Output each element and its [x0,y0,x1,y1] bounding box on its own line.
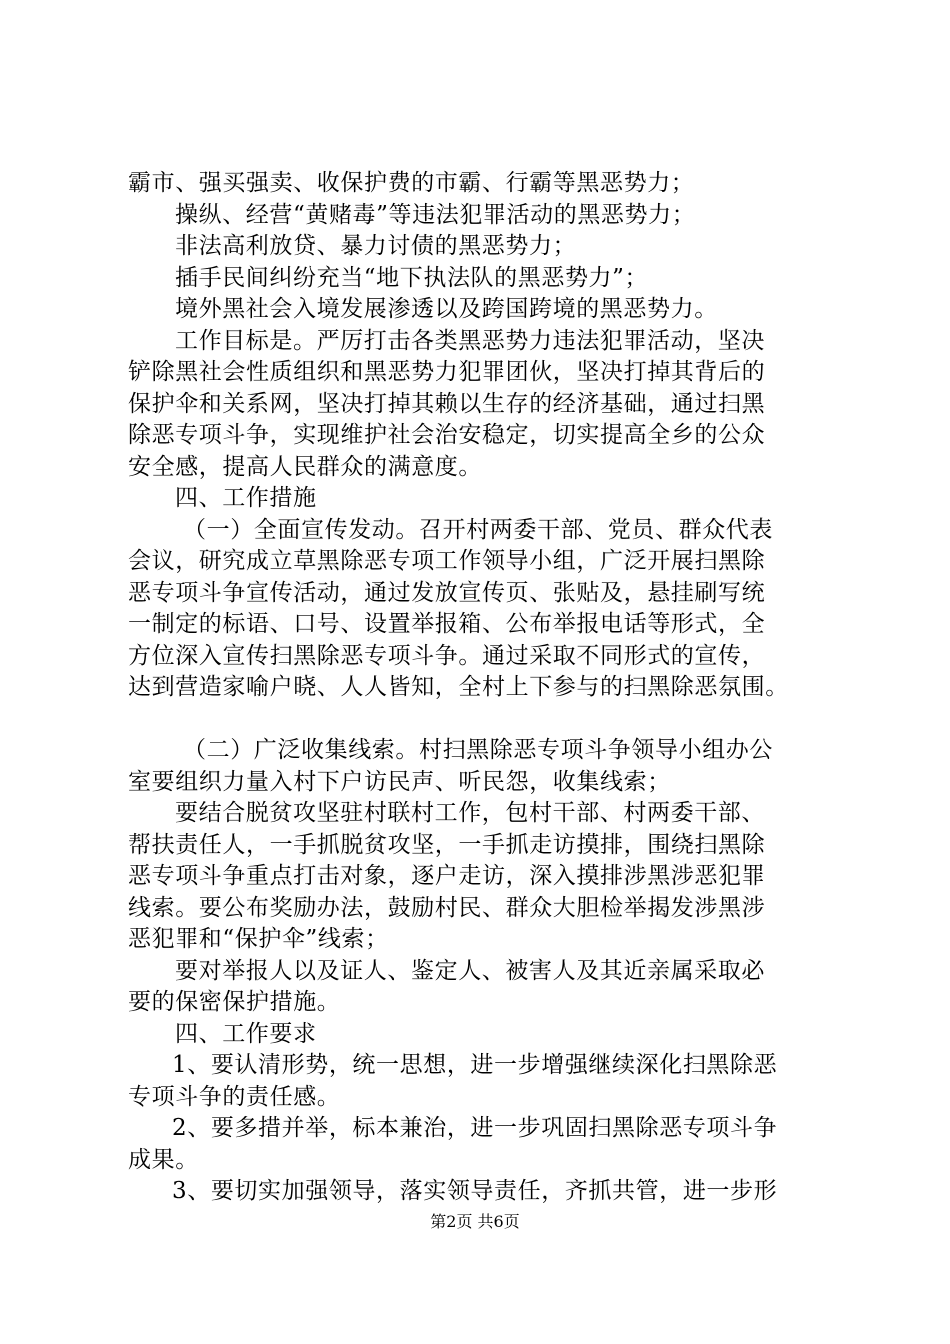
paragraph-line: 除恶专项斗争，实现维护社会治安稳定，切实提高全乡的公众 [128,422,766,448]
paragraph-line: （一）全面宣传发动。召开村两委干部、党员、群众代表 [183,516,773,543]
paragraph-line: 要对举报人以及证人、鉴定人、被害人及其近亲属采取必 [175,957,765,984]
paragraph-line: （二）广泛收集线索。村扫黑除恶专项斗争领导小组办公 [183,737,773,763]
paragraph-line: 室要组织力量入村下户访民声、听民怨，收集线索； [128,768,671,795]
list-item: 1、要认清形势，统一思想，进一步增强继续深化扫黑除恶 [172,1052,778,1078]
paragraph-line: 铲除黑社会性质组织和黑恶势力犯罪团伙，坚决打掉其背后的 [128,359,766,385]
paragraph-line: 境外黑社会入境发展渗透以及跨国跨境的黑恶势力。 [175,296,718,322]
list-item: 2、要多措并举，标本兼治，进一步巩固扫黑除恶专项斗争 [172,1115,778,1141]
paragraph-line: 帮扶责任人，一手抓脱贫攻坚，一手抓走访摸排，围绕扫黑除 [128,831,766,858]
paragraph-line: 线索。要公布奖励办法，鼓励村民、群众大胆检举揭发涉黑涉 [128,894,766,921]
blank-line [128,704,836,736]
document-body [128,168,836,1208]
paragraph-line: 插手民间纠纷充当“地下执法队的黑恶势力”； [175,264,649,291]
paragraph-line: 会议，研究成立草黑除恶专项工作领导小组，广泛开展扫黑除 [128,548,766,574]
paragraph-line: 一制定的标语、口号、设置举报箱、公布举报电话等形式，全 [128,611,766,637]
paragraph-line: 工作目标是。严厉打击各类黑恶势力违法犯罪活动，坚决 [175,327,765,354]
paragraph-line: 成果。 [128,1146,199,1173]
page-number-label: 第2页 共6页 [430,1212,520,1231]
paragraph-line: 专项斗争的责任感。 [128,1083,341,1110]
paragraph-line: 保护伞和关系网，坚决打掉其赖以生存的经济基础，通过扫黑 [128,390,766,417]
page-footer [0,1212,950,1232]
paragraph-line: 要结合脱贫攻坚驻村联村工作，包村干部、村两委干部、 [175,800,765,826]
paragraph-line: 操纵、经营“黄赌毒”等违法犯罪活动的黑恶势力； [175,201,696,228]
paragraph-line: 霸市、强买强卖、收保护费的市霸、行霸等黑恶势力； [128,170,695,196]
section-heading: 四、工作要求 [175,1020,317,1047]
list-item: 3、要切实加强领导，落实领导责任，齐抓共管，进一步形 [172,1178,778,1204]
paragraph-line: 恶专项斗争宣传活动，通过发放宣传页、张贴及，悬挂刷写统 [128,579,766,606]
paragraph-line: 非法高利放贷、暴力讨债的黑恶势力； [175,233,577,259]
paragraph-line: 达到营造家喻户晓、人人皆知，全村上下参与的扫黑除恶氛围。 [128,674,789,700]
paragraph-line: 方位深入宣传扫黑除恶专项斗争。通过采取不同形式的宣传， [128,642,766,669]
paragraph-line: 恶专项斗争重点打击对象，逐户走访，深入摸排涉黑涉恶犯罪 [128,863,766,889]
paragraph-line: 恶犯罪和“保护伞”线索； [128,926,389,952]
paragraph-line: 安全感，提高人民群众的满意度。 [128,453,482,480]
paragraph-line: 要的保密保护措施。 [128,989,341,1015]
section-heading: 四、工作措施 [175,485,317,511]
